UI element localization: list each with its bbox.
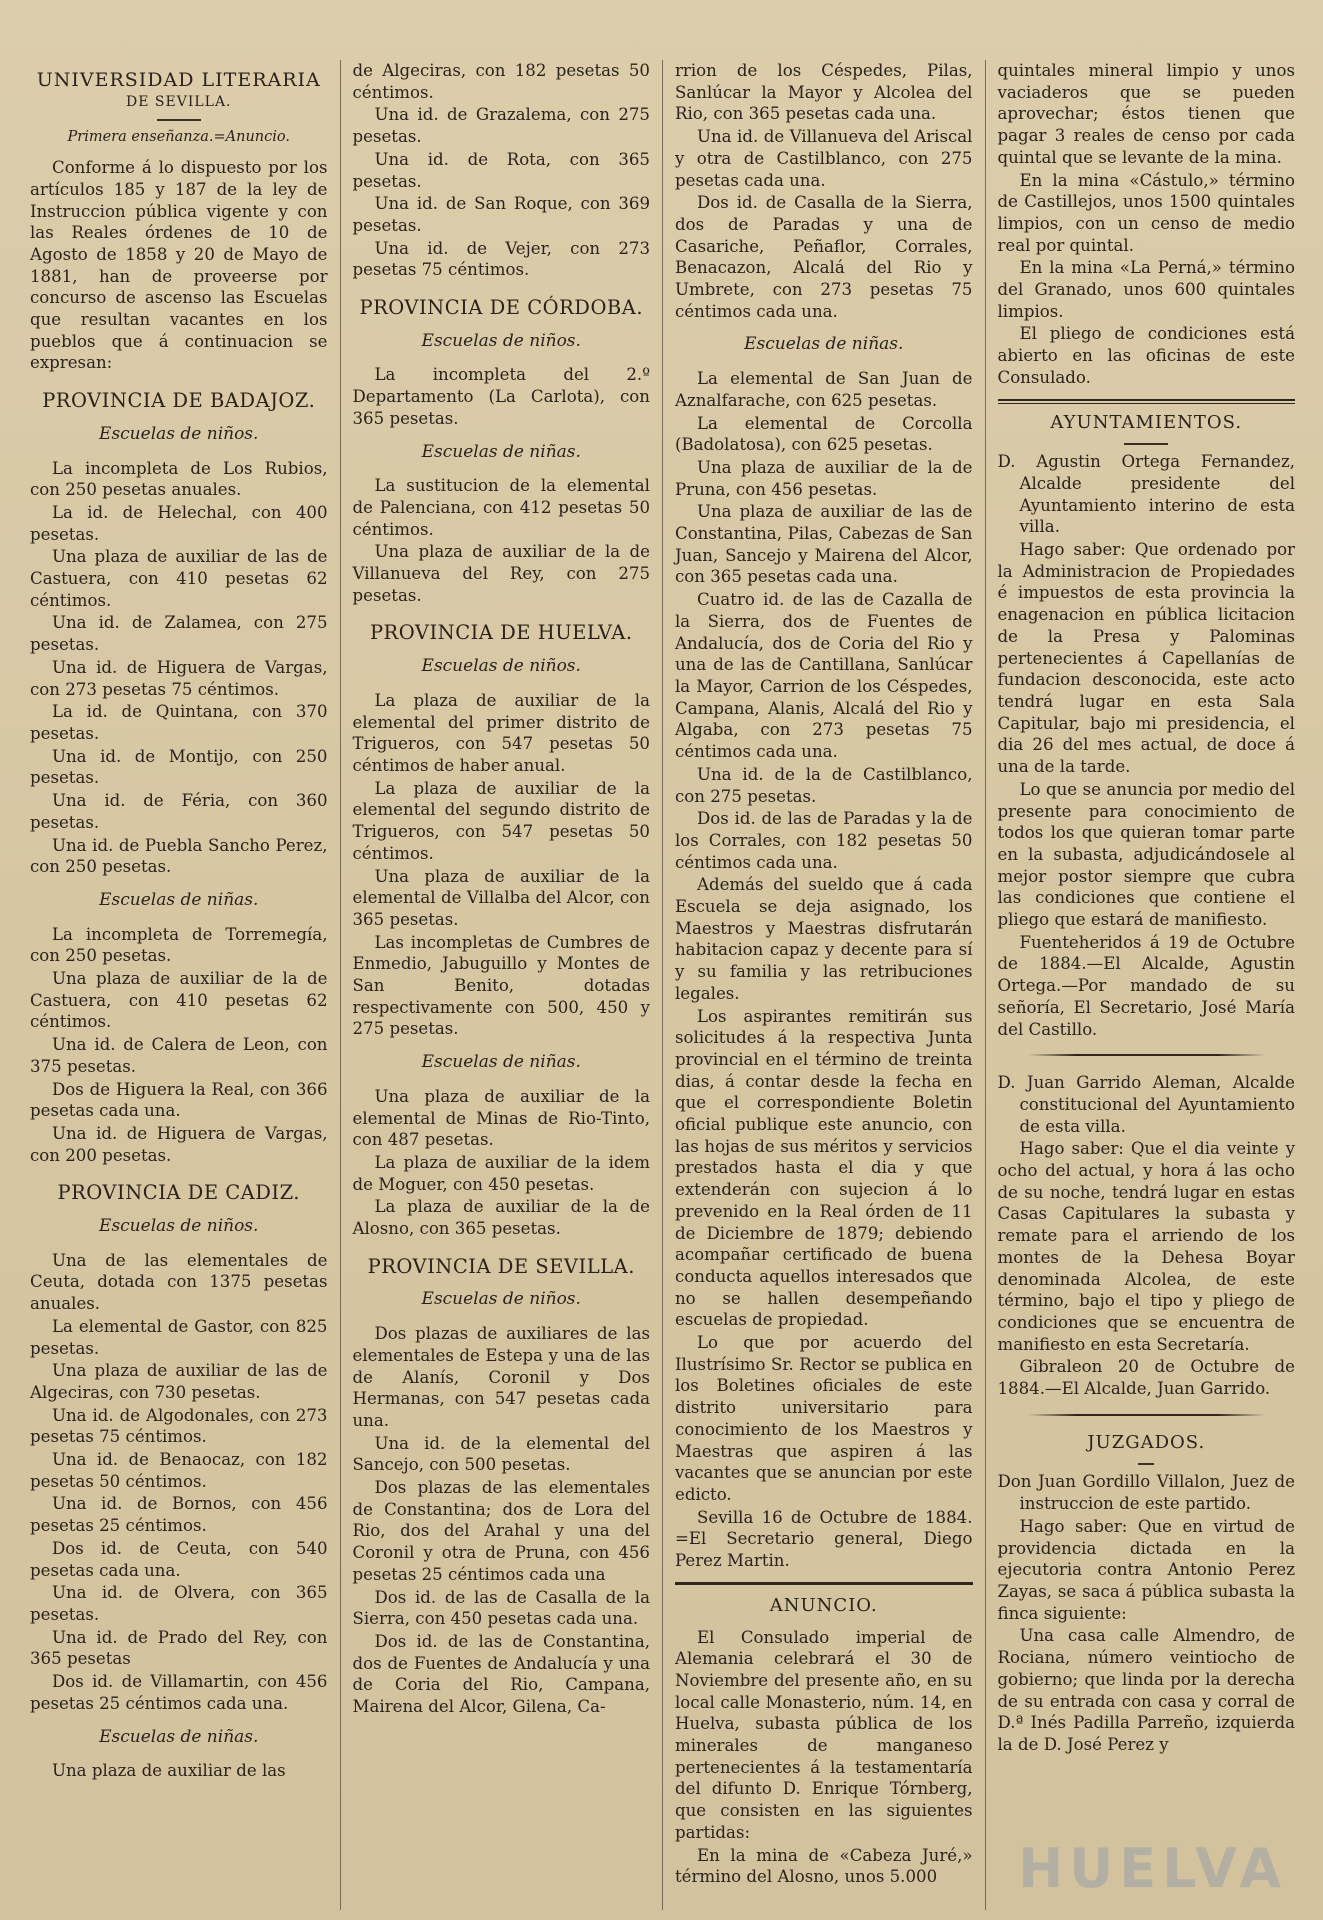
body-paragraph: Hago saber: Que el dia veinte y ocho del actual, y hora á las ocho de su noche, tendrá lugar en estas Casas Capitulares la subasta y remate para el arriendo de los montes de la Dehesa Boyar denominada Alcolea, de este término, bajo el tipo y pliego de condiciones que se encuentra de manifiesto en esta Secretaría. xyxy=(997,1139,1295,1354)
list-item: La plaza de auxiliar de la idem de Moguer, con 450 pesetas. xyxy=(352,1152,650,1194)
list-item: Una plaza de auxiliar de las de Algeciras, con 730 pesetas. xyxy=(30,1361,328,1402)
subheading-girls: Escuelas de niñas. xyxy=(99,1726,259,1747)
body-paragraph: Lo que se anuncia por medio del presente para conocimiento de todos los que quieran tomar parte en la subasta, adjudicándosele al mejor postor siempre que cubra las condiciones que contiene el pliego que estará de manifiesto. xyxy=(997,779,1295,930)
list-item: Una plaza de auxiliar de la de Castuera, con 410 pesetas 62 céntimos. xyxy=(30,969,328,1032)
list-item: Una de las elementales de Ceuta, dotada con 1375 pesetas anuales. xyxy=(30,1250,328,1314)
column-2 xyxy=(341,60,664,1910)
column-3 xyxy=(663,60,986,1910)
list-item: rrion de los Céspedes, Pilas, Sanlúcar la Mayor y Alcolea del Rio, con 365 pesetas cada una. xyxy=(675,61,973,124)
list-item: Una plaza de auxiliar de las de Constantina, Pilas, Cabezas de San Juan, Sancejo y Mairena del Alcor, con 365 pesetas cada una. xyxy=(675,502,973,587)
list-item: Una plaza de auxiliar de las de Castuera, con 410 pesetas 62 céntimos. xyxy=(30,547,328,610)
list-item: Una plaza de auxiliar de las xyxy=(52,1761,286,1781)
list-item: Una plaza de auxiliar de la elemental de Villalba del Alcor, con 365 pesetas. xyxy=(352,866,650,929)
divider xyxy=(998,399,1296,404)
signature-line: Sevilla 16 de Octubre de 1884. =El Secretario general, Diego Perez Martin. xyxy=(675,1507,973,1571)
subheading-boys: Escuelas de niños. xyxy=(99,423,259,444)
list-item: La sustitucion de la elemental de Palenciana, con 412 pesetas 50 céntimos. xyxy=(352,476,650,539)
list-item: Una id. de Puebla Sancho Perez, con 250 pesetas. xyxy=(30,835,328,877)
column-1 xyxy=(18,60,341,1910)
list-item: Una id. de Villanueva del Ariscal y otra de Castilblanco, con 275 pesetas cada una. xyxy=(675,127,973,190)
list-item: La id. de Quintana, con 370 pesetas. xyxy=(30,702,328,743)
list-item: Dos plazas de las elementales de Constantina; dos de Lora del Rio, dos del Arahal y una del Coronil y otra de Pruna, con 456 pesetas 25 céntimos cada una xyxy=(352,1478,650,1584)
list-item: Una id. de Calera de Leon, con 375 pesetas. xyxy=(30,1035,328,1076)
subheading-boys: Escuelas de niños. xyxy=(99,1216,259,1237)
list-item: La plaza de auxiliar de la elemental del primer distrito de Trigueros, con 547 pesetas 50 céntimos de haber anual. xyxy=(352,690,650,775)
list-item: Una id. de Higuera de Vargas, con 200 pesetas. xyxy=(30,1123,328,1165)
list-item: La id. de Helechal, con 400 pesetas. xyxy=(30,502,328,544)
list-item: La elemental de Gastor, con 825 pesetas. xyxy=(30,1316,328,1358)
subheading-girls: Escuelas de niñas. xyxy=(421,441,581,462)
notice-kind: Primera enseñanza.=Anuncio. xyxy=(67,129,290,146)
list-item: Dos id. de las de Constantina, dos de Fuentes de Andalucía y una de Coria del Rio, Campana, Mairena del Alcor, Gilena, Ca- xyxy=(352,1632,650,1717)
subheading-girls: Escuelas de niñas. xyxy=(421,1052,581,1073)
list-item: Una id. de Rota, con 365 pesetas. xyxy=(352,149,650,191)
subheading-girls: Escuelas de niñas. xyxy=(99,889,259,910)
list-item: de Algeciras, con 182 pesetas 50 céntimos. xyxy=(352,61,650,102)
province-heading-cordoba: PROVINCIA DE CÓRDOBA. xyxy=(359,296,644,320)
body-paragraph: D. Agustin Ortega Fernandez, Alcalde presidente del Ayuntamiento interino de esta villa. xyxy=(997,452,1295,537)
list-item: La plaza de auxiliar de la elemental del segundo distrito de Trigueros, con 547 pesetas 50 céntimos. xyxy=(352,778,650,863)
intro-paragraph: Conforme á lo dispuesto por los artículos 185 y 187 de la ley de Instruccion pública vigente y con las Reales órdenes de 10 de Agosto de 1858 y 20 de Mayo de 1881, han de proveerse por concurso de ascenso las Escuelas que resultan vacantes en los pueblos que á continuacion se expresan: xyxy=(30,158,328,373)
list-item: Una id. de Higuera de Vargas, con 273 pesetas 75 céntimos. xyxy=(30,657,328,699)
province-heading-badajoz: PROVINCIA DE BADAJOZ. xyxy=(42,389,316,413)
list-item: Dos id. de las de Paradas y la de los Corrales, con 182 pesetas 50 céntimos cada una. xyxy=(675,809,973,872)
list-item: Las incompletas de Cumbres de Enmedio, Jabuguillo y Montes de San Benito, dotadas respectivamente con 500, 450 y 275 pesetas. xyxy=(352,932,650,1039)
subheading-girls: Escuelas de niñas. xyxy=(744,334,904,355)
list-item: Dos de Higuera la Real, con 366 pesetas cada una. xyxy=(30,1079,328,1121)
body-paragraph: En la mina de «Cabeza Juré,» término del Alosno, unos 5.000 xyxy=(675,1845,973,1887)
list-item: Una id. de la de Castilblanco, con 275 pesetas. xyxy=(675,764,973,806)
list-item: Una id. de Prado del Rey, con 365 pesetas xyxy=(30,1627,328,1669)
header-subtitle: DE SEVILLA. xyxy=(126,93,232,110)
body-paragraph: El Consulado imperial de Alemania celebrará el 30 de Noviembre del presente año, en su local calle Monasterio, núm. 14, en Huelva, subasta pública de los minerales de manganeso pertenecientes á la testamentaría del difunto D. Enrique Tórnberg, que consisten en las siguientes partidas: xyxy=(675,1627,973,1842)
section-heading-ayuntamientos: AYUNTAMIENTOS. xyxy=(1050,411,1243,433)
divider xyxy=(1028,1414,1266,1416)
signature-line: Gibraleon 20 de Octubre de 1884.—El Alcalde, Juan Garrido. xyxy=(997,1357,1295,1399)
body-paragraph: Hago saber: Que en virtud de providencia dictada en la ejecutoria contra Antonio Perez Zayas, se saca á pública subasta la finca siguiente: xyxy=(997,1516,1295,1623)
body-paragraph: D. Juan Garrido Aleman, Alcalde constitucional del Ayuntamiento de esta villa. xyxy=(997,1073,1295,1136)
body-paragraph: En la mina «La Perná,» término del Granado, unos 600 quintales limpios. xyxy=(997,258,1295,321)
body-paragraph: El pliego de condiciones está abierto en las oficinas de este Consulado. xyxy=(997,324,1295,387)
body-paragraph: En la mina «Cástulo,» término de Castillejos, unos 1500 quintales limpios, con un censo de medio real por quintal. xyxy=(997,170,1295,255)
list-item: Dos id. de Ceuta, con 540 pesetas cada una. xyxy=(30,1538,328,1580)
list-item: Una id. de Grazalema, con 275 pesetas. xyxy=(352,105,650,147)
signature-line: Fuenteheridos á 19 de Octubre de 1884.—El Alcalde, Agustin Ortega.—Por mandado de su señoría, El Secretario, José María del Castillo. xyxy=(997,932,1295,1039)
list-item: Una id. de la elemental del Sancejo, con 500 pesetas. xyxy=(352,1433,650,1475)
province-heading-huelva: PROVINCIA DE HUELVA. xyxy=(369,621,633,645)
body-paragraph: quintales mineral limpio y unos vaciaderos que se pueden aprovechar; éstos tienen que pagar 3 reales de censo por cada quintal que se levante de la mina. xyxy=(997,61,1295,167)
column-4 xyxy=(986,60,1308,1910)
divider xyxy=(1138,1463,1154,1465)
list-item: Una id. de San Roque, con 369 pesetas. xyxy=(352,194,650,235)
list-item: Una id. de Vejer, con 273 pesetas 75 céntimos. xyxy=(352,238,650,280)
list-item: Una plaza de auxiliar de la elemental de Minas de Rio-Tinto, con 487 pesetas. xyxy=(352,1086,650,1150)
list-item: La incompleta de Torremegía, con 250 pesetas. xyxy=(30,924,328,966)
list-item: Una plaza de auxiliar de la de Pruna, con 456 pesetas. xyxy=(675,457,973,499)
section-heading-juzgados: JUZGADOS. xyxy=(1087,1431,1206,1453)
list-item: Una plaza de auxiliar de la de Villanueva del Rey, con 275 pesetas. xyxy=(352,542,650,605)
body-paragraph: Además del sueldo que á cada Escuela se deja asignado, los Maestros y Maestras disfrutarán habitacion capaz y decente para sí y su familia y las retribuciones legales. xyxy=(675,875,973,1003)
province-heading-sevilla: PROVINCIA DE SEVILLA. xyxy=(367,1254,635,1278)
list-item: Dos id. de Villamartin, con 456 pesetas 25 céntimos cada una. xyxy=(30,1672,328,1713)
body-paragraph: Don Juan Gordillo Villalon, Juez de instruccion de este partido. xyxy=(997,1472,1295,1514)
list-item: Una id. de Algodonales, con 273 pesetas 75 céntimos. xyxy=(30,1405,328,1447)
header-title: UNIVERSIDAD LITERARIA xyxy=(36,69,321,91)
list-item: Una id. de Olvera, con 365 pesetas. xyxy=(30,1583,328,1624)
watermark-logo: HUELVA xyxy=(1018,1837,1287,1900)
list-item: La elemental de Corcolla (Badolatosa), con 625 pesetas. xyxy=(675,413,973,455)
divider xyxy=(1028,1054,1266,1056)
list-item: La incompleta del 2.º Departamento (La Carlota), con 365 pesetas. xyxy=(352,365,650,428)
divider xyxy=(1124,443,1168,445)
list-item: Una id. de Benaocaz, con 182 pesetas 50 céntimos. xyxy=(30,1450,328,1491)
list-item: Una id. de Bornos, con 456 pesetas 25 céntimos. xyxy=(30,1494,328,1536)
province-heading-cadiz: PROVINCIA DE CADIZ. xyxy=(57,1181,300,1205)
divider xyxy=(157,119,201,121)
body-paragraph: Los aspirantes remitirán sus solicitudes á la respectiva Junta provincial en el término de treinta dias, á contar desde la fecha en que el correspondiente Boletin oficial publique este anuncio, con las hojas de sus méritos y servicios prestados hasta el dia y que extenderán con sujecion á lo prevenido en la Real órden de 11 de Diciembre de 1879; debiendo acompañar certificado de buena conducta aquellos interesados que no se hallen desempeñando escuelas de propiedad. xyxy=(675,1006,973,1330)
list-item: La elemental de San Juan de Aznalfarache, con 625 pesetas. xyxy=(675,369,973,410)
list-item: La incompleta de Los Rubios, con 250 pesetas anuales. xyxy=(30,458,328,500)
list-item: Una id. de Montijo, con 250 pesetas. xyxy=(30,746,328,788)
body-paragraph: Una casa calle Almendro, de Rociana, número veintiocho de gobierno; que linda por la derecha de su entrada con casa y corral de D.ª Inés Padilla Parreño, izquierda la de D. José Perez y xyxy=(997,1626,1295,1754)
subheading-boys: Escuelas de niños. xyxy=(421,1289,581,1310)
list-item: Dos id. de las de Casalla de la Sierra, con 450 pesetas cada una. xyxy=(352,1587,650,1629)
subheading-boys: Escuelas de niños. xyxy=(421,656,581,677)
list-item: Una id. de Féria, con 360 pesetas. xyxy=(30,791,328,832)
list-item: Una id. de Zalamea, con 275 pesetas. xyxy=(30,613,328,655)
list-item: Cuatro id. de las de Cazalla de la Sierra, dos de Fuentes de Andalucía, dos de Coria del Rio y una de las de Cantillana, Sanlúcar la Mayor, Carrion de los Céspedes, Campana, Alanis, Alcalá del Rio y Algaba, con 273 pesetas 75 céntimos cada una. xyxy=(675,590,973,762)
list-item: La plaza de auxiliar de la de Alosno, con 365 pesetas. xyxy=(352,1197,650,1239)
list-item: Dos plazas de auxiliares de las elementales de Estepa y una de las de Alanís, Coronil y Dos Hermanas, con 547 pesetas cada una. xyxy=(352,1324,650,1430)
body-paragraph: Hago saber: Que ordenado por la Administracion de Propiedades é impuestos de esta provincia la enagenacion en pública licitacion de la Presa y Palominas pertenecientes á Capellanías de fundacion desconocida, este acto tendrá lugar en esta Sala Capitular, bajo mi presidencia, el dia 26 del mes actual, de doce á una de la tarde. xyxy=(997,540,1295,777)
list-item: Dos id. de Casalla de la Sierra, dos de Paradas y una de Casariche, Peñaflor, Corrales, Benacazon, Alcalá del Rio y Umbrete, con 273 pesetas 75 céntimos cada una. xyxy=(675,193,973,321)
subheading-boys: Escuelas de niños. xyxy=(421,330,581,351)
divider xyxy=(675,1582,973,1585)
body-paragraph: Lo que por acuerdo del Ilustrísimo Sr. Rector se publica en los Boletines oficiales de este distrito universitario para conocimiento de los Maestros y Maestras que aspiren á las vacantes que se anuncian por este edicto. xyxy=(675,1333,973,1504)
section-heading-anuncio: ANUNCIO. xyxy=(769,1594,878,1616)
